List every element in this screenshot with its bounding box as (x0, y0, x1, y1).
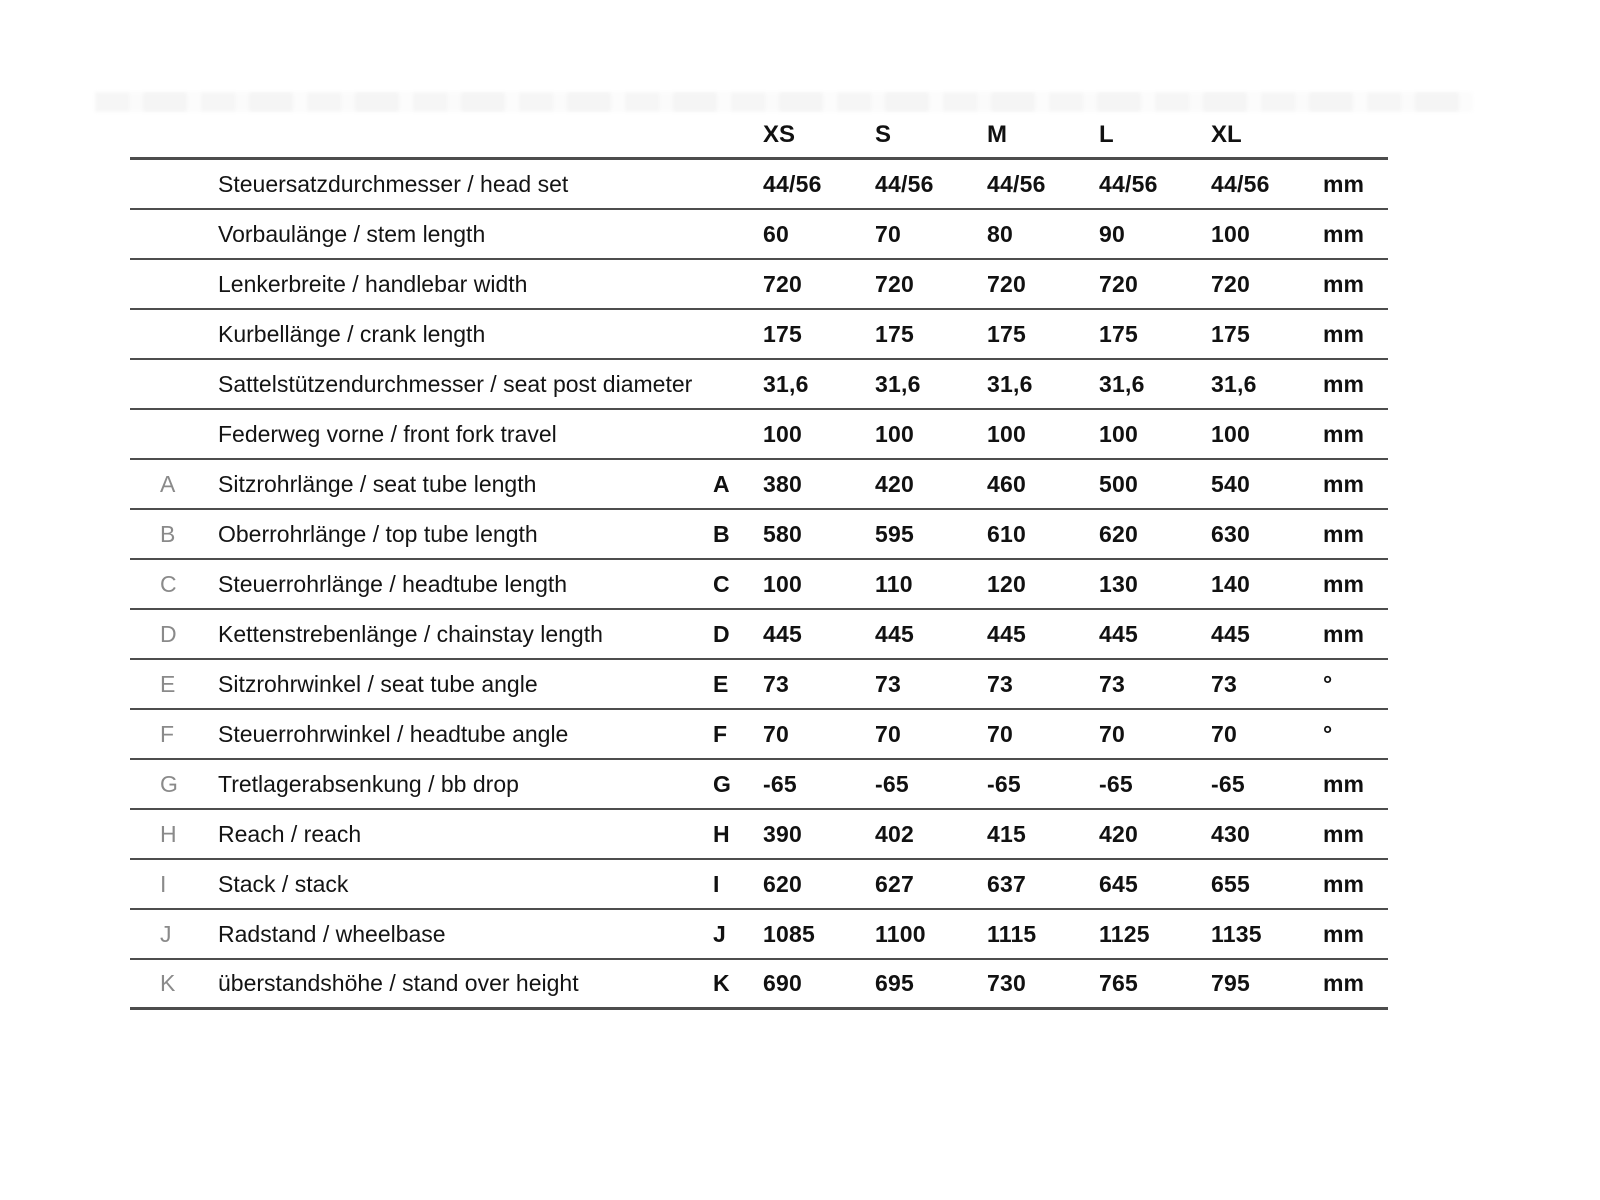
row-letter-left: C (160, 570, 177, 597)
row-value: 420 (1099, 820, 1138, 847)
row-value: -65 (987, 770, 1021, 797)
row-value: 390 (763, 820, 802, 847)
row-letter-left: A (160, 470, 176, 497)
row-value: 720 (1099, 270, 1138, 297)
row-value: 73 (875, 670, 901, 697)
row-unit: mm (1323, 570, 1364, 597)
row-unit: mm (1323, 770, 1364, 797)
table-row (130, 160, 1388, 210)
row-value: 70 (875, 220, 901, 247)
row-value: 70 (1211, 720, 1237, 747)
row-unit: mm (1323, 220, 1364, 247)
table-row (130, 510, 1388, 560)
row-unit: mm (1323, 320, 1364, 347)
row-value: 1115 (987, 920, 1037, 947)
row-value: 765 (1099, 970, 1138, 996)
row-value: 175 (987, 320, 1026, 347)
row-label: Kettenstrebenlänge / chainstay length (218, 620, 603, 647)
table-row (130, 460, 1388, 510)
table-row (130, 760, 1388, 810)
row-value: 445 (875, 620, 914, 647)
row-value: 540 (1211, 470, 1250, 497)
row-value: 175 (1099, 320, 1138, 347)
table-row (130, 310, 1388, 360)
table-row (130, 560, 1388, 610)
row-letter-key: J (713, 920, 726, 947)
row-value: 655 (1211, 870, 1250, 897)
row-value: 73 (1211, 670, 1237, 697)
table-row (130, 860, 1388, 910)
row-value: 73 (763, 670, 789, 697)
row-value: 445 (763, 620, 802, 647)
row-value: 44/56 (987, 170, 1046, 197)
ghost-watermark-strip (95, 92, 1473, 112)
table-row (130, 710, 1388, 760)
row-letter-left: F (160, 720, 175, 747)
row-value: 695 (875, 970, 914, 996)
row-value: 690 (763, 970, 802, 996)
table-row (130, 910, 1388, 960)
row-value: -65 (875, 770, 909, 797)
row-value: 620 (1099, 520, 1138, 547)
row-value: 730 (987, 970, 1026, 996)
table-row (130, 810, 1388, 860)
row-value: -65 (763, 770, 797, 797)
row-label: Steuersatzdurchmesser / head set (218, 170, 569, 197)
row-value: 73 (987, 670, 1013, 697)
row-letter-key: B (713, 520, 730, 547)
bike-geometry-table (130, 112, 1388, 1010)
row-value: 120 (987, 570, 1026, 597)
row-value: -65 (1099, 770, 1133, 797)
row-label: Sitzrohrwinkel / seat tube angle (218, 670, 538, 697)
row-value: 100 (763, 570, 802, 597)
row-value: 130 (1099, 570, 1138, 597)
row-letter-key: D (713, 620, 730, 647)
row-unit: mm (1323, 520, 1364, 547)
row-unit: mm (1323, 870, 1364, 897)
row-value: 70 (1099, 720, 1125, 747)
table-row (130, 660, 1388, 710)
row-value: 445 (987, 620, 1026, 647)
table-row (130, 210, 1388, 260)
size-header-row (130, 112, 1388, 160)
row-value: 175 (763, 320, 802, 347)
row-unit: ° (1323, 670, 1333, 697)
row-value: 595 (875, 520, 914, 547)
size-header-m: M (987, 120, 1007, 148)
row-value: 402 (875, 820, 914, 847)
row-value: 460 (987, 470, 1026, 497)
row-value: 110 (875, 570, 913, 597)
row-letter-left: J (160, 920, 172, 947)
row-letter-left: H (160, 820, 177, 847)
row-value: 720 (875, 270, 914, 297)
row-label: Tretlagerabsenkung / bb drop (218, 770, 519, 797)
row-value: 795 (1211, 970, 1250, 996)
row-value: 620 (763, 870, 802, 897)
row-value: 70 (875, 720, 901, 747)
row-label: Steuerrohrwinkel / headtube angle (218, 720, 569, 747)
row-label: Lenkerbreite / handlebar width (218, 270, 528, 297)
row-unit: mm (1323, 470, 1364, 497)
row-label: Stack / stack (218, 870, 349, 897)
row-unit: mm (1323, 270, 1364, 297)
row-unit: mm (1323, 370, 1364, 397)
row-value: 580 (763, 520, 802, 547)
row-value: 1085 (763, 920, 815, 947)
row-value: 1100 (875, 920, 926, 947)
row-value: 31,6 (987, 370, 1033, 397)
row-value: 73 (1099, 670, 1125, 697)
row-value: 140 (1211, 570, 1250, 597)
row-value: 645 (1099, 870, 1138, 897)
row-letter-key: A (713, 470, 730, 497)
row-unit: mm (1323, 970, 1364, 996)
row-label: Kurbellänge / crank length (218, 320, 486, 347)
row-value: 70 (763, 720, 789, 747)
row-unit: mm (1323, 620, 1364, 647)
row-unit: mm (1323, 420, 1364, 447)
row-value: -65 (1211, 770, 1245, 797)
table-row (130, 360, 1388, 410)
row-value: 380 (763, 470, 802, 497)
table-row (130, 260, 1388, 310)
row-value: 720 (987, 270, 1026, 297)
row-letter-left: K (160, 970, 176, 996)
row-unit: ° (1323, 720, 1333, 747)
row-value: 630 (1211, 520, 1250, 547)
row-value: 445 (1211, 620, 1250, 647)
row-label: Reach / reach (218, 820, 362, 847)
row-value: 445 (1099, 620, 1138, 647)
table-row (130, 410, 1388, 460)
row-value: 1135 (1211, 920, 1262, 947)
row-letter-left: I (160, 870, 167, 897)
size-header-xl: XL (1211, 120, 1242, 148)
size-header-s: S (875, 120, 892, 148)
row-value: 70 (987, 720, 1013, 747)
row-letter-key: C (713, 570, 730, 597)
row-value: 415 (987, 820, 1026, 847)
size-header-l: L (1099, 120, 1114, 148)
row-value: 175 (875, 320, 914, 347)
row-letter-key: E (713, 670, 729, 697)
geometry-table-body (130, 160, 1388, 1010)
row-value: 44/56 (1099, 170, 1158, 197)
row-label: Federweg vorne / front fork travel (218, 420, 557, 447)
row-unit: mm (1323, 920, 1364, 947)
row-label: Steuerrohrlänge / headtube length (218, 570, 568, 597)
row-value: 720 (763, 270, 802, 297)
row-value: 610 (987, 520, 1026, 547)
row-letter-key: G (713, 770, 731, 797)
row-value: 90 (1099, 220, 1125, 247)
row-value: 637 (987, 870, 1026, 897)
row-value: 175 (1211, 320, 1250, 347)
size-header-xs: XS (763, 120, 796, 148)
row-letter-left: E (160, 670, 176, 697)
row-label: Vorbaulänge / stem length (218, 220, 486, 247)
row-value: 100 (875, 420, 914, 447)
row-value: 31,6 (763, 370, 809, 397)
row-value: 44/56 (763, 170, 822, 197)
row-value: 80 (987, 220, 1013, 247)
row-value: 44/56 (875, 170, 934, 197)
row-label: Oberrohrlänge / top tube length (218, 520, 538, 547)
row-value: 44/56 (1211, 170, 1270, 197)
row-value: 720 (1211, 270, 1250, 297)
row-label: überstandshöhe / stand over height (218, 970, 579, 996)
row-letter-left: D (160, 620, 177, 647)
row-value: 100 (987, 420, 1026, 447)
row-value: 100 (1211, 220, 1250, 247)
row-value: 627 (875, 870, 914, 897)
row-value: 420 (875, 470, 914, 497)
row-label: Radstand / wheelbase (218, 920, 446, 947)
row-value: 31,6 (1211, 370, 1257, 397)
row-label: Sattelstützendurchmesser / seat post diameter (218, 370, 693, 397)
table-row (130, 610, 1388, 660)
row-value: 430 (1211, 820, 1250, 847)
table-row (130, 960, 1388, 1010)
row-value: 100 (763, 420, 802, 447)
row-value: 100 (1099, 420, 1138, 447)
row-letter-key: K (713, 970, 730, 996)
row-value: 31,6 (1099, 370, 1145, 397)
row-value: 100 (1211, 420, 1250, 447)
row-value: 60 (763, 220, 789, 247)
row-letter-left: B (160, 520, 176, 547)
row-letter-key: I (713, 870, 720, 897)
row-value: 1125 (1099, 920, 1150, 947)
row-value: 500 (1099, 470, 1138, 497)
row-letter-left: G (160, 770, 178, 797)
row-letter-key: H (713, 820, 730, 847)
row-letter-key: F (713, 720, 728, 747)
row-label: Sitzrohrlänge / seat tube length (218, 470, 537, 497)
row-unit: mm (1323, 820, 1364, 847)
row-value: 31,6 (875, 370, 921, 397)
row-unit: mm (1323, 170, 1364, 197)
